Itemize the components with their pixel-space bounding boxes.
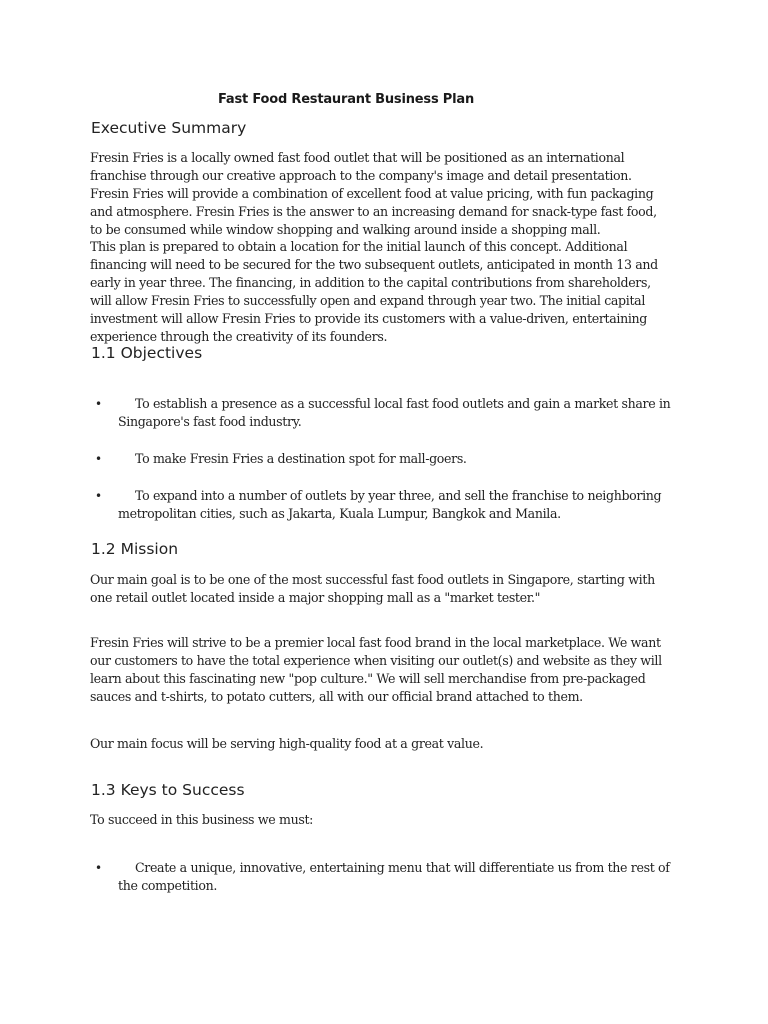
bullet-icon: • [95, 861, 102, 875]
executive-summary-paragraph-2: This plan is prepared to obtain a location for the initial launch of this concept. Additional financing will need to be secured for the two subsequent outlets, anticipated in month 13 and early in year three. The financing, in addition to the capital contributions from shareholders, will allow Fresin Fries to successfully open and expand through year two. The initial capital investment will allow Fresin Fries to provide its customers with a value-driven, entertaining experience through the creativity of its founders. [90, 239, 658, 345]
keys-to-success-heading: 1.3 Keys to Success [91, 781, 245, 799]
mission-paragraph-3: Our main focus will be serving high-quality food at a great value. [90, 736, 484, 751]
document-title [0, 92, 692, 107]
keys-text: Create a unique, innovative, entertaining menu that will differentiate us from the rest of the competition. [118, 860, 670, 894]
mission-heading: 1.2 Mission [91, 540, 179, 558]
keys-intro-text: To succeed in this business we must: [90, 812, 314, 827]
keys-item-1 [95, 859, 675, 895]
document-title-text: Fast Food Restaurant Business Plan [217, 92, 475, 107]
executive-summary-heading: Executive Summary [91, 119, 247, 137]
executive-summary-paragraph-1: Fresin Fries is a locally owned fast food outlet that will be positioned as an international franchise through our creative approach to the company's image and detail presentation. Fresin Fries will provide a combination of excellent food at value pricing, with fun packaging and atmosphere. Fresin Fries is the answer to an increasing demand for snack-type fast food, to be consumed while window shopping and walking around inside a shopping mall. [90, 150, 657, 238]
bullet-icon: • [95, 489, 102, 503]
objective-text: To establish a presence as a successful local fast food outlets and gain a market share in Singapore's fast food industry. [118, 396, 671, 430]
objective-item-1 [95, 395, 675, 431]
objective-text: To expand into a number of outlets by year three, and sell the franchise to neighboring metropolitan cities, such as Jakarta, Kuala Lumpur, Bangkok and Manila. [118, 488, 662, 522]
mission-paragraph-1: Our main goal is to be one of the most successful fast food outlets in Singapore, starting with one retail outlet located inside a major shopping mall as a "market tester." [90, 572, 655, 606]
objectives-heading: 1.1 Objectives [91, 344, 203, 362]
bullet-icon: • [95, 397, 102, 411]
objective-item-3 [95, 487, 675, 523]
mission-paragraph-2: Fresin Fries will strive to be a premier local fast food brand in the local marketplace. We want our customers to have the total experience when visiting our outlet(s) and website as they will learn about this fascinating new "pop culture." We will sell merchandise from pre-packaged sauces and t-shirts, to potato cutters, all with our official brand attached to them. [90, 635, 662, 705]
bullet-icon: • [95, 452, 102, 466]
objective-item-2 [95, 450, 675, 468]
objective-text: To make Fresin Fries a destination spot for mall-goers. [135, 451, 467, 466]
